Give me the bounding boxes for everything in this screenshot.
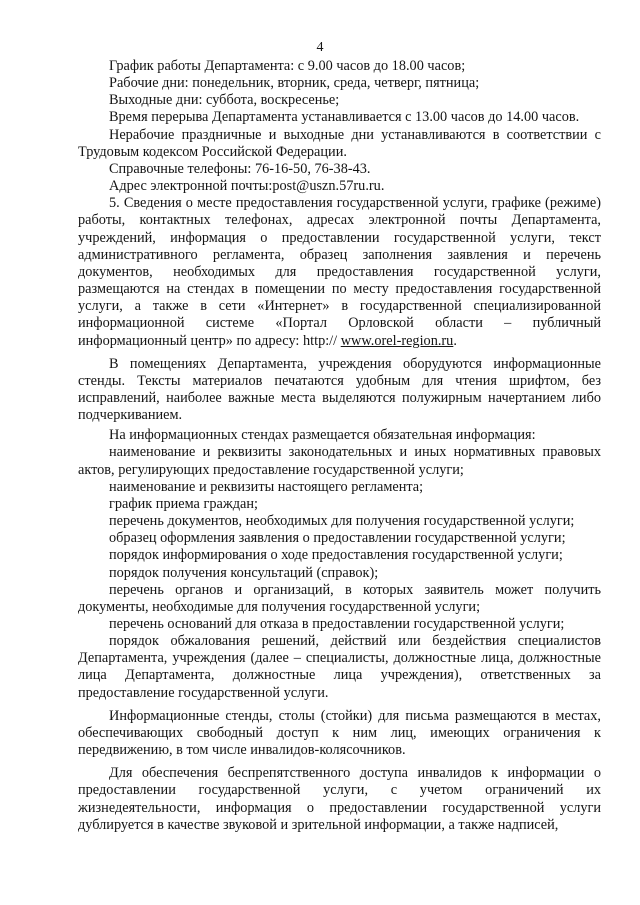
list-item: порядок информирования о ходе предоставления государственной услуги;: [109, 547, 563, 564]
section-5-text: 5. Сведения о месте предоставления государственной услуги, графике (режиме) работы, контактных телефонах, адресах электронной почты Департамента, учреждений, информация о предоставлении государственной услуги, текст административного регламента, образец заполнения заявления и перечень документов, необходимых для предоставления государственной услуги, размещаются на стендах в помещении по месту предоставления государственной услуги, а также в сети «Интернет» в государственной специализированной информационной системе «Портал Орловской области – публичный информационный центр» по адресу: http://: [78, 195, 601, 349]
website-end: .: [453, 332, 457, 349]
working-days-paragraph: Рабочие дни: понедельник, вторник, среда, четверг, пятница;: [109, 75, 480, 92]
list-item: образец оформления заявления о предоставлении государственной услуги;: [109, 530, 566, 547]
email-paragraph: [78, 178, 601, 195]
list-item: график приема граждан;: [109, 495, 258, 512]
section-5-paragraph: [78, 195, 601, 349]
list-item: перечень оснований для отказа в предоставлении государственной услуги;: [109, 616, 565, 632]
list-item: наименование и реквизиты настоящего регламента;: [109, 478, 424, 495]
premises-paragraph: В помещениях Департамента, учреждения оборудуются информационные стенды. Тексты материалов печатаются удобным для чтения шрифтом, без исправлений, наиболее важные места выделяются полужирным начертанием либо подчеркиванием.: [78, 355, 601, 424]
accessibility-paragraph: Для обеспечения беспрепятственного доступа инвалидов к информации о предоставлении государственной услуги, с учетом ограничений их жизнедеятельности, информация о предоставлении государственной услуги дублируется в качестве звуковой и зрительной информации, а также надписей,: [78, 765, 601, 833]
days-off-paragraph: Выходные дни: суббота, воскресенье;: [109, 92, 340, 109]
holidays-paragraph: Нерабочие праздничные и выходные дни устанавливаются в соответствии с Трудовым кодексом Российской Федерации.: [78, 126, 601, 160]
stands-info-intro: На информационных стендах размещается обязательная информация:: [109, 427, 536, 444]
email-link[interactable]: post@uszn.57ru.ru: [272, 178, 381, 195]
email-label: Адрес электронной почты:: [109, 178, 273, 195]
list-item: перечень документов, необходимых для получения государственной услуги;: [109, 513, 575, 530]
list-item: порядок обжалования решений, действий или бездействия специалистов Департамента, учреждения (далее – специалисты, должностные лица, должностные лица Департамента, должностные лица учреждения), ответственных за предоставление государственной услуги.: [78, 633, 601, 701]
stands-placement-paragraph: Информационные стенды, столы (стойки) для письма размещаются в местах, обеспечивающих свободный доступ к ним лиц, имеющих ограничения к передвижению, в том числе инвалидов-колясочников.: [78, 707, 601, 759]
page-number: 4: [316, 40, 324, 55]
phones-paragraph: Справочные телефоны: 76-16-50, 76-38-43.: [109, 160, 371, 177]
list-item: перечень органов и организаций, в которых заявитель может получить документы, необходимые для получения государственной услуги;: [78, 581, 601, 615]
list-item: наименование и реквизиты законодательных и иных нормативных правовых актов, регулирующих предоставление государственной услуги;: [78, 444, 601, 478]
list-item: порядок получения консультаций (справок);: [109, 564, 379, 581]
break-time-paragraph: Время перерыва Департамента устанавливается с 13.00 часов до 14.00 часов.: [109, 109, 580, 126]
document-body: [78, 58, 601, 834]
email-end: .: [380, 178, 385, 195]
schedule-paragraph: График работы Департамента: с 9.00 часов до 18.00 часов;: [109, 58, 466, 74]
website-link[interactable]: www.orel-region.ru: [340, 332, 454, 349]
